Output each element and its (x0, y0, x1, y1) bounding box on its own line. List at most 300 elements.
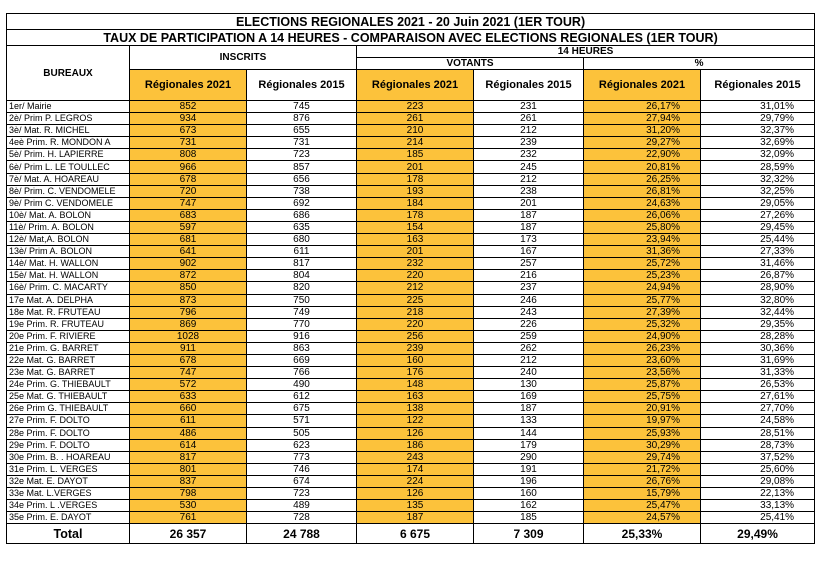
votants-2015-cell: 196 (474, 475, 584, 487)
votants-2021-cell: 243 (357, 451, 474, 463)
inscrits-2021-cell: 486 (130, 427, 247, 439)
votants-2021-cell: 178 (357, 209, 474, 221)
pct-header: % (584, 58, 815, 70)
inscrits-2021-cell: 911 (130, 342, 247, 354)
pct-2015-cell: 27,61% (701, 391, 815, 403)
inscrits-2015-cell: 612 (247, 391, 357, 403)
inscrits-2021-cell: 614 (130, 439, 247, 451)
votants-2015-cell: 257 (474, 258, 584, 270)
total-inscrits-2015: 24 788 (247, 524, 357, 544)
votants-2015-cell: 212 (474, 125, 584, 137)
table-row (7, 113, 815, 125)
pct-2015-cell: 25,41% (701, 512, 815, 524)
inscrits-2021-cell: 934 (130, 113, 247, 125)
pct-2021-cell: 25,32% (584, 318, 701, 330)
inscrits-2021-cell: 681 (130, 234, 247, 246)
pct-2021-cell: 25,80% (584, 221, 701, 233)
votants-2021-cell: 163 (357, 391, 474, 403)
pct-2015-cell: 31,69% (701, 354, 815, 366)
votants-2021-cell: 261 (357, 113, 474, 125)
votants-2021-cell: 138 (357, 403, 474, 415)
inscrits-2015-cell: 723 (247, 149, 357, 161)
bureau-cell: 28e Prim. F. DOLTO (7, 427, 130, 439)
inscrits-2021-cell: 641 (130, 246, 247, 258)
votants-2015-cell: 162 (474, 500, 584, 512)
inscrits-2021-cell: 869 (130, 318, 247, 330)
total-pct-2021: 25,33% (584, 524, 701, 544)
bureau-cell: 21e Prim. G. BARRET (7, 342, 130, 354)
inscrits-2021-cell: 747 (130, 367, 247, 379)
votants-2015-cell: 212 (474, 354, 584, 366)
inscrits-2021-cell: 678 (130, 173, 247, 185)
votants-2021-cell: 239 (357, 342, 474, 354)
pct-2021-cell: 26,17% (584, 101, 701, 113)
pct-2021-cell: 25,23% (584, 270, 701, 282)
pct-2021-cell: 27,39% (584, 306, 701, 318)
table-row (7, 125, 815, 137)
pct-2015-cell: 29,45% (701, 221, 815, 233)
inscrits-2015-cell: 749 (247, 306, 357, 318)
votants-2021-cell: 126 (357, 427, 474, 439)
inscrits-2015-cell: 655 (247, 125, 357, 137)
inscrits-2021-cell: 731 (130, 137, 247, 149)
pct-2021-cell: 26,06% (584, 209, 701, 221)
table-row (7, 282, 815, 294)
table-row (7, 137, 815, 149)
total-inscrits-2021: 26 357 (130, 524, 247, 544)
votants-2021-cell: 256 (357, 330, 474, 342)
votants-2015-cell: 240 (474, 367, 584, 379)
votants-2015-cell: 201 (474, 197, 584, 209)
inscrits-2021-cell: 747 (130, 197, 247, 209)
votants-2021-cell: 220 (357, 318, 474, 330)
pct-2015-cell: 27,70% (701, 403, 815, 415)
votants-2021-cell: 176 (357, 367, 474, 379)
inscrits-2015-cell: 692 (247, 197, 357, 209)
inscrits-2015-cell: 656 (247, 173, 357, 185)
votants-2015-cell: 246 (474, 294, 584, 306)
bureau-cell: 24e Prim. G. THIEBAULT (7, 379, 130, 391)
votants-2021-cell: 154 (357, 221, 474, 233)
bureau-cell: 4eè Prim. R. MONDON A (7, 137, 130, 149)
pct-2015-cell: 27,26% (701, 209, 815, 221)
pct-2015-cell: 29,08% (701, 475, 815, 487)
votants-2015-cell: 262 (474, 342, 584, 354)
votants-2015-cell: 212 (474, 173, 584, 185)
pct-2021-cell: 26,25% (584, 173, 701, 185)
inscrits-2015-cell: 489 (247, 500, 357, 512)
inscrits-2015-cell: 766 (247, 367, 357, 379)
bureau-cell: 32e Mat. E. DAYOT (7, 475, 130, 487)
votants-2021-cell: 186 (357, 439, 474, 451)
pct-2021-cell: 19,97% (584, 415, 701, 427)
inscrits-2015-cell: 817 (247, 258, 357, 270)
votants-2015-cell: 231 (474, 101, 584, 113)
votants-2015-cell: 245 (474, 161, 584, 173)
votants-2021-cell: 174 (357, 463, 474, 475)
pct-2015-cell: 26,87% (701, 270, 815, 282)
table-row (7, 342, 815, 354)
title-line-2: TAUX DE PARTICIPATION A 14 HEURES - COMPARAISON AVEC ELECTIONS REGIONALES (1ER TOUR) (7, 30, 815, 46)
votants-2015-cell: 232 (474, 149, 584, 161)
bureau-cell: 12è/ Mat,A. BOLON (7, 234, 130, 246)
inscrits-2015-cell: 746 (247, 463, 357, 475)
inscrits-2015-cell: 820 (247, 282, 357, 294)
pct-2021-cell: 31,20% (584, 125, 701, 137)
table-row (7, 173, 815, 185)
inscrits-2015-cell: 680 (247, 234, 357, 246)
pct-2021-cell: 23,60% (584, 354, 701, 366)
results-sheet (6, 13, 814, 544)
inscrits-header: INSCRITS (130, 46, 357, 70)
inscrits-2021-cell: 1028 (130, 330, 247, 342)
inscrits-2021-cell: 873 (130, 294, 247, 306)
pct-2015-cell: 22,13% (701, 488, 815, 500)
total-votants-2015: 7 309 (474, 524, 584, 544)
bureau-cell: 3è/ Mat. R. MICHEL (7, 125, 130, 137)
inscrits-2015-cell: 571 (247, 415, 357, 427)
bureau-cell: 18e Mat. R. FRUTEAU (7, 306, 130, 318)
votants-2021-cell: 160 (357, 354, 474, 366)
votants-2015-cell: 261 (474, 113, 584, 125)
votants-2015-cell: 187 (474, 209, 584, 221)
inscrits-2015-cell: 674 (247, 475, 357, 487)
votants-2015-cell: 226 (474, 318, 584, 330)
pct-2021-cell: 29,74% (584, 451, 701, 463)
inscrits-2015-cell: 738 (247, 185, 357, 197)
table-row (7, 246, 815, 258)
pct-2021-cell: 25,75% (584, 391, 701, 403)
inscrits-2015-cell: 745 (247, 101, 357, 113)
table-row (7, 379, 815, 391)
votants-2015-cell: 130 (474, 379, 584, 391)
inscrits-2021-cell: 801 (130, 463, 247, 475)
inscrits-2015-header: Régionales 2015 (247, 70, 357, 101)
table-body (7, 101, 815, 524)
inscrits-2021-cell: 817 (130, 451, 247, 463)
title-line-1: ELECTIONS REGIONALES 2021 - 20 Juin 2021 (1ER TOUR) (7, 14, 815, 30)
table-row (7, 221, 815, 233)
inscrits-2021-cell: 597 (130, 221, 247, 233)
inscrits-2021-cell: 720 (130, 185, 247, 197)
inscrits-2015-cell: 770 (247, 318, 357, 330)
pct-2015-cell: 25,44% (701, 234, 815, 246)
inscrits-2021-cell: 673 (130, 125, 247, 137)
bureau-cell: 15è/ Mat. H. WALLON (7, 270, 130, 282)
inscrits-2021-header: Régionales 2021 (130, 70, 247, 101)
pct-2021-cell: 26,76% (584, 475, 701, 487)
bureau-cell: 25e Mat. G. THIEBAULT (7, 391, 130, 403)
votants-2021-cell: 178 (357, 173, 474, 185)
table-row (7, 209, 815, 221)
pct-2021-cell: 26,81% (584, 185, 701, 197)
inscrits-2015-cell: 728 (247, 512, 357, 524)
votants-2015-cell: 160 (474, 488, 584, 500)
bureau-cell: 6è/ Prim L. LE TOULLEC (7, 161, 130, 173)
votants-2021-cell: 232 (357, 258, 474, 270)
votants-2021-cell: 225 (357, 294, 474, 306)
votants-2015-cell: 237 (474, 282, 584, 294)
inscrits-2015-cell: 804 (247, 270, 357, 282)
bureau-cell: 26e Prim G. THIEBAULT (7, 403, 130, 415)
table-row (7, 185, 815, 197)
votants-2021-header: Régionales 2021 (357, 70, 474, 101)
pct-2015-cell: 32,09% (701, 149, 815, 161)
bureau-cell: 22e Mat. G. BARRET (7, 354, 130, 366)
votants-2021-cell: 193 (357, 185, 474, 197)
pct-2015-cell: 28,28% (701, 330, 815, 342)
inscrits-2015-cell: 623 (247, 439, 357, 451)
bureau-cell: 19e Prim. R. FRUTEAU (7, 318, 130, 330)
bureau-cell: 5è/ Prim. H. LAPIERRE (7, 149, 130, 161)
pct-2021-cell: 25,87% (584, 379, 701, 391)
bureau-cell: 9è/ Prim C. VENDOMELE (7, 197, 130, 209)
pct-2015-cell: 32,44% (701, 306, 815, 318)
table-row (7, 270, 815, 282)
pct-2021-cell: 31,36% (584, 246, 701, 258)
bureau-cell: 29e Prim. F. DOLTO (7, 439, 130, 451)
votants-2021-cell: 126 (357, 488, 474, 500)
inscrits-2015-cell: 611 (247, 246, 357, 258)
pct-2015-cell: 27,33% (701, 246, 815, 258)
votants-2015-cell: 259 (474, 330, 584, 342)
pct-2021-cell: 24,57% (584, 512, 701, 524)
table-row (7, 403, 815, 415)
pct-2015-cell: 28,51% (701, 427, 815, 439)
inscrits-2021-cell: 872 (130, 270, 247, 282)
inscrits-2015-cell: 863 (247, 342, 357, 354)
pct-2015-cell: 32,25% (701, 185, 815, 197)
inscrits-2021-cell: 530 (130, 500, 247, 512)
pct-2021-cell: 26,23% (584, 342, 701, 354)
pct-2021-cell: 30,29% (584, 439, 701, 451)
heures-header: 14 HEURES (357, 46, 815, 58)
pct-2015-cell: 32,37% (701, 125, 815, 137)
bureau-cell: 31e Prim. L. VERGES (7, 463, 130, 475)
total-votants-2021: 6 675 (357, 524, 474, 544)
pct-2021-cell: 21,72% (584, 463, 701, 475)
bureau-cell: 14è/ Mat. H. WALLON (7, 258, 130, 270)
votants-2015-cell: 238 (474, 185, 584, 197)
inscrits-2021-cell: 798 (130, 488, 247, 500)
pct-2021-cell: 29,27% (584, 137, 701, 149)
inscrits-2015-cell: 505 (247, 427, 357, 439)
votants-2015-cell: 290 (474, 451, 584, 463)
votants-2021-cell: 223 (357, 101, 474, 113)
table-row (7, 354, 815, 366)
votants-2015-cell: 167 (474, 246, 584, 258)
votants-2021-cell: 224 (357, 475, 474, 487)
inscrits-2021-cell: 633 (130, 391, 247, 403)
pct-2021-cell: 27,94% (584, 113, 701, 125)
table-row (7, 415, 815, 427)
votants-2015-cell: 173 (474, 234, 584, 246)
inscrits-2015-cell: 876 (247, 113, 357, 125)
bureau-cell: 20e Prim. F. RIVIERE (7, 330, 130, 342)
inscrits-2021-cell: 761 (130, 512, 247, 524)
table-row (7, 294, 815, 306)
pct-2021-cell: 20,81% (584, 161, 701, 173)
votants-2021-cell: 212 (357, 282, 474, 294)
pct-2021-cell: 24,90% (584, 330, 701, 342)
bureau-cell: 1er/ Mairie (7, 101, 130, 113)
pct-2021-cell: 20,91% (584, 403, 701, 415)
pct-2015-cell: 28,73% (701, 439, 815, 451)
pct-2015-cell: 29,35% (701, 318, 815, 330)
inscrits-2015-cell: 916 (247, 330, 357, 342)
pct-2015-cell: 31,46% (701, 258, 815, 270)
inscrits-2015-cell: 686 (247, 209, 357, 221)
table-row (7, 234, 815, 246)
votants-2015-cell: 243 (474, 306, 584, 318)
votants-2021-cell: 184 (357, 197, 474, 209)
pct-2021-cell: 15,79% (584, 488, 701, 500)
inscrits-2021-cell: 902 (130, 258, 247, 270)
pct-2021-cell: 23,94% (584, 234, 701, 246)
pct-2021-cell: 24,94% (584, 282, 701, 294)
table-row (7, 391, 815, 403)
pct-2015-cell: 29,79% (701, 113, 815, 125)
pct-2021-cell: 22,90% (584, 149, 701, 161)
votants-2015-cell: 216 (474, 270, 584, 282)
votants-2015-cell: 133 (474, 415, 584, 427)
table-row (7, 488, 815, 500)
inscrits-2015-cell: 490 (247, 379, 357, 391)
inscrits-2015-cell: 731 (247, 137, 357, 149)
bureau-cell: 10è/ Mat. A. BOLON (7, 209, 130, 221)
votants-2021-cell: 218 (357, 306, 474, 318)
table-row (7, 367, 815, 379)
votants-2015-cell: 191 (474, 463, 584, 475)
bureau-cell: 33e Mat. L.VERGES (7, 488, 130, 500)
table-row (7, 475, 815, 487)
table-row (7, 149, 815, 161)
pct-2021-cell: 25,93% (584, 427, 701, 439)
bureau-cell: 27e Prim. F. DOLTO (7, 415, 130, 427)
table-row (7, 512, 815, 524)
total-row (7, 524, 815, 544)
inscrits-2015-cell: 675 (247, 403, 357, 415)
bureau-cell: 34e Prim. L .VERGES (7, 500, 130, 512)
inscrits-2021-cell: 678 (130, 354, 247, 366)
votants-2015-cell: 239 (474, 137, 584, 149)
votants-2015-cell: 185 (474, 512, 584, 524)
votants-2015-cell: 187 (474, 403, 584, 415)
table-row (7, 451, 815, 463)
bureau-cell: 17e Mat. A. DELPHA (7, 294, 130, 306)
bureaux-header: BUREAUX (7, 46, 130, 101)
pct-2021-cell: 24,63% (584, 197, 701, 209)
bureau-cell: 2è/ Prim P. LEGROS (7, 113, 130, 125)
inscrits-2021-cell: 966 (130, 161, 247, 173)
inscrits-2021-cell: 572 (130, 379, 247, 391)
pct-2015-cell: 31,33% (701, 367, 815, 379)
votants-2021-cell: 148 (357, 379, 474, 391)
votants-header: VOTANTS (357, 58, 584, 70)
pct-2021-cell: 23,56% (584, 367, 701, 379)
pct-2015-cell: 32,69% (701, 137, 815, 149)
bureau-cell: 23e Mat. G. BARRET (7, 367, 130, 379)
bureau-cell: 7è/ Mat. A. HOAREAU (7, 173, 130, 185)
bureau-cell: 11è/ Prim. A. BOLON (7, 221, 130, 233)
pct-2015-cell: 30,36% (701, 342, 815, 354)
pct-2015-cell: 28,59% (701, 161, 815, 173)
inscrits-2015-cell: 669 (247, 354, 357, 366)
pct-2015-cell: 29,05% (701, 197, 815, 209)
table-row (7, 463, 815, 475)
table-row (7, 197, 815, 209)
inscrits-2015-cell: 750 (247, 294, 357, 306)
pct-2015-cell: 25,60% (701, 463, 815, 475)
pct-2021-cell: 25,47% (584, 500, 701, 512)
votants-2015-cell: 144 (474, 427, 584, 439)
table-row (7, 318, 815, 330)
table-row (7, 439, 815, 451)
pct-2015-cell: 33,13% (701, 500, 815, 512)
total-label: Total (7, 524, 130, 544)
pct-2015-header: Régionales 2015 (701, 70, 815, 101)
inscrits-2015-cell: 723 (247, 488, 357, 500)
bureau-cell: 30e Prim. B. . HOAREAU (7, 451, 130, 463)
inscrits-2021-cell: 796 (130, 306, 247, 318)
inscrits-2015-cell: 857 (247, 161, 357, 173)
inscrits-2021-cell: 850 (130, 282, 247, 294)
pct-2015-cell: 31,01% (701, 101, 815, 113)
bureau-cell: 13è/ Prim A. BOLON (7, 246, 130, 258)
bureau-cell: 35e Prim. E. DAYOT (7, 512, 130, 524)
table-row (7, 258, 815, 270)
pct-2015-cell: 37,52% (701, 451, 815, 463)
votants-2015-cell: 169 (474, 391, 584, 403)
votants-2021-cell: 135 (357, 500, 474, 512)
pct-2015-cell: 28,90% (701, 282, 815, 294)
votants-2021-cell: 220 (357, 270, 474, 282)
inscrits-2021-cell: 660 (130, 403, 247, 415)
inscrits-2021-cell: 611 (130, 415, 247, 427)
votants-2021-cell: 201 (357, 161, 474, 173)
votants-2015-cell: 179 (474, 439, 584, 451)
votants-2021-cell: 214 (357, 137, 474, 149)
pct-2021-cell: 25,77% (584, 294, 701, 306)
table-row (7, 330, 815, 342)
votants-2021-cell: 201 (357, 246, 474, 258)
votants-2021-cell: 187 (357, 512, 474, 524)
bureau-cell: 8è/ Prim. C. VENDOMELE (7, 185, 130, 197)
pct-2021-cell: 25,72% (584, 258, 701, 270)
inscrits-2015-cell: 635 (247, 221, 357, 233)
votants-2021-cell: 163 (357, 234, 474, 246)
votants-2021-cell: 122 (357, 415, 474, 427)
inscrits-2015-cell: 773 (247, 451, 357, 463)
pct-2015-cell: 24,58% (701, 415, 815, 427)
results-table (6, 13, 815, 544)
table-row (7, 427, 815, 439)
inscrits-2021-cell: 852 (130, 101, 247, 113)
inscrits-2021-cell: 837 (130, 475, 247, 487)
votants-2015-header: Régionales 2015 (474, 70, 584, 101)
table-row (7, 161, 815, 173)
bureau-cell: 16è/ Prim. C. MACARTY (7, 282, 130, 294)
total-pct-2015: 29,49% (701, 524, 815, 544)
pct-2015-cell: 32,80% (701, 294, 815, 306)
pct-2021-header: Régionales 2021 (584, 70, 701, 101)
table-row (7, 306, 815, 318)
table-row (7, 500, 815, 512)
pct-2015-cell: 32,32% (701, 173, 815, 185)
votants-2015-cell: 187 (474, 221, 584, 233)
inscrits-2021-cell: 683 (130, 209, 247, 221)
table-row (7, 101, 815, 113)
